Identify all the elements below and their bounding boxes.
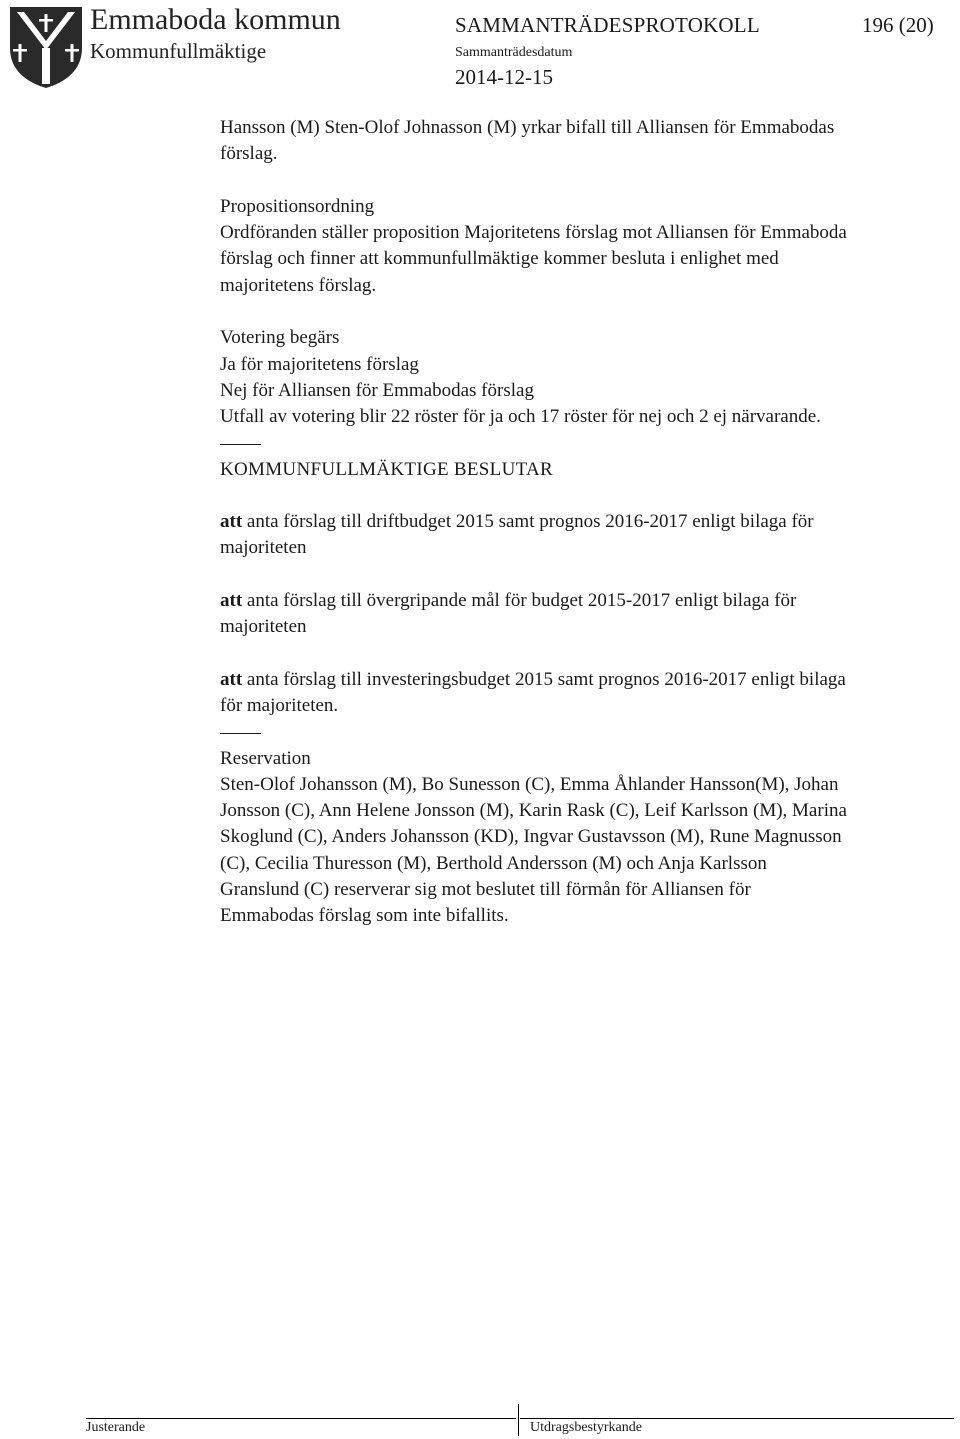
vote-no-line: Nej för Alliansen för Emmabodas förslag <box>220 379 534 401</box>
proposition-line: Ordföranden ställer proposition Majoritetens förslag mot Alliansen för Emmaboda <box>220 222 847 244</box>
decision-item <box>220 667 955 693</box>
meeting-date-value: 2014-12-15 <box>455 65 553 89</box>
decision-att-keyword: att <box>220 511 243 533</box>
reservation-line: (C), Cecilia Thuresson (M), Berthold Andersson (M) och Anja Karlsson <box>220 852 767 874</box>
proposition-line: majoritetens förslag. <box>220 274 377 296</box>
motion-paragraph-line: förslag. <box>220 143 278 165</box>
reservation-heading: Reservation <box>220 747 311 769</box>
reservation-line: Granslund (C) reserverar sig mot beslutet till förmån för Alliansen för <box>220 879 751 901</box>
decision-text-cont: för majoriteten. <box>220 695 339 717</box>
decision-text-cont: majoriteten <box>220 616 307 638</box>
reservation-line: Emmabodas förslag som inte bifallits. <box>220 905 509 927</box>
document-type: SAMMANTRÄDESPROTOKOLL <box>455 13 760 37</box>
decision-text: anta förslag till övergripande mål för budget 2015-2017 enligt bilaga för <box>242 590 797 612</box>
signature-line-justerande <box>86 1418 516 1419</box>
vote-result-line: Utfall av votering blir 22 röster för ja och 17 röster för nej och 2 ej närvarande. <box>220 406 821 428</box>
proposition-heading: Propositionsordning <box>220 195 375 217</box>
vote-yes-line: Ja för majoritetens förslag <box>220 353 419 375</box>
decision-item <box>220 588 955 614</box>
signature-divider <box>518 1404 519 1436</box>
decision-text-cont: majoriteten <box>220 537 307 559</box>
decision-att-keyword: att <box>220 668 243 690</box>
organization-name: Emmaboda kommun <box>90 3 341 36</box>
decision-text: anta förslag till investeringsbudget 2015 samt prognos 2016-2017 enligt bilaga <box>242 668 846 690</box>
page-number: 196 (20) <box>862 13 934 37</box>
vote-heading: Votering begärs <box>220 327 340 349</box>
reservation-line: Skoglund (C), Anders Johansson (KD), Ingvar Gustavsson (M), Rune Magnusson <box>220 826 842 848</box>
justerande-label: Justerande <box>86 1420 146 1435</box>
decision-text: anta förslag till driftbudget 2015 samt prognos 2016-2017 enligt bilaga för <box>242 511 814 533</box>
motion-paragraph-line: Hansson (M) Sten-Olof Johnasson (M) yrkar bifall till Alliansen för Emmabodas <box>220 117 835 138</box>
utdragsbestyrkande-label: Utdragsbestyrkande <box>530 1420 642 1435</box>
decision-heading: KOMMUNFULLMÄKTIGE BESLUTAR <box>220 458 553 480</box>
reservation-line: Jonsson (C), Ann Helene Jonsson (M), Karin Rask (C), Leif Karlsson (M), Marina <box>220 800 847 822</box>
organization-unit: Kommunfullmäktige <box>90 39 267 63</box>
signature-line-utdrag <box>520 1418 954 1419</box>
section-divider <box>220 444 261 445</box>
decision-att-keyword: att <box>220 590 243 612</box>
decision-item <box>220 509 955 535</box>
proposition-line: förslag och finner att kommunfullmäktige kommer besluta i enlighet med <box>220 248 779 270</box>
meeting-date-label: Sammanträdesdatum <box>455 45 573 60</box>
protocol-body <box>220 115 955 930</box>
section-divider <box>220 733 261 734</box>
municipality-coat-of-arms-logo <box>6 4 86 90</box>
reservation-line: Sten-Olof Johansson (M), Bo Sunesson (C), Emma Åhlander Hansson(M), Johan <box>220 773 839 795</box>
